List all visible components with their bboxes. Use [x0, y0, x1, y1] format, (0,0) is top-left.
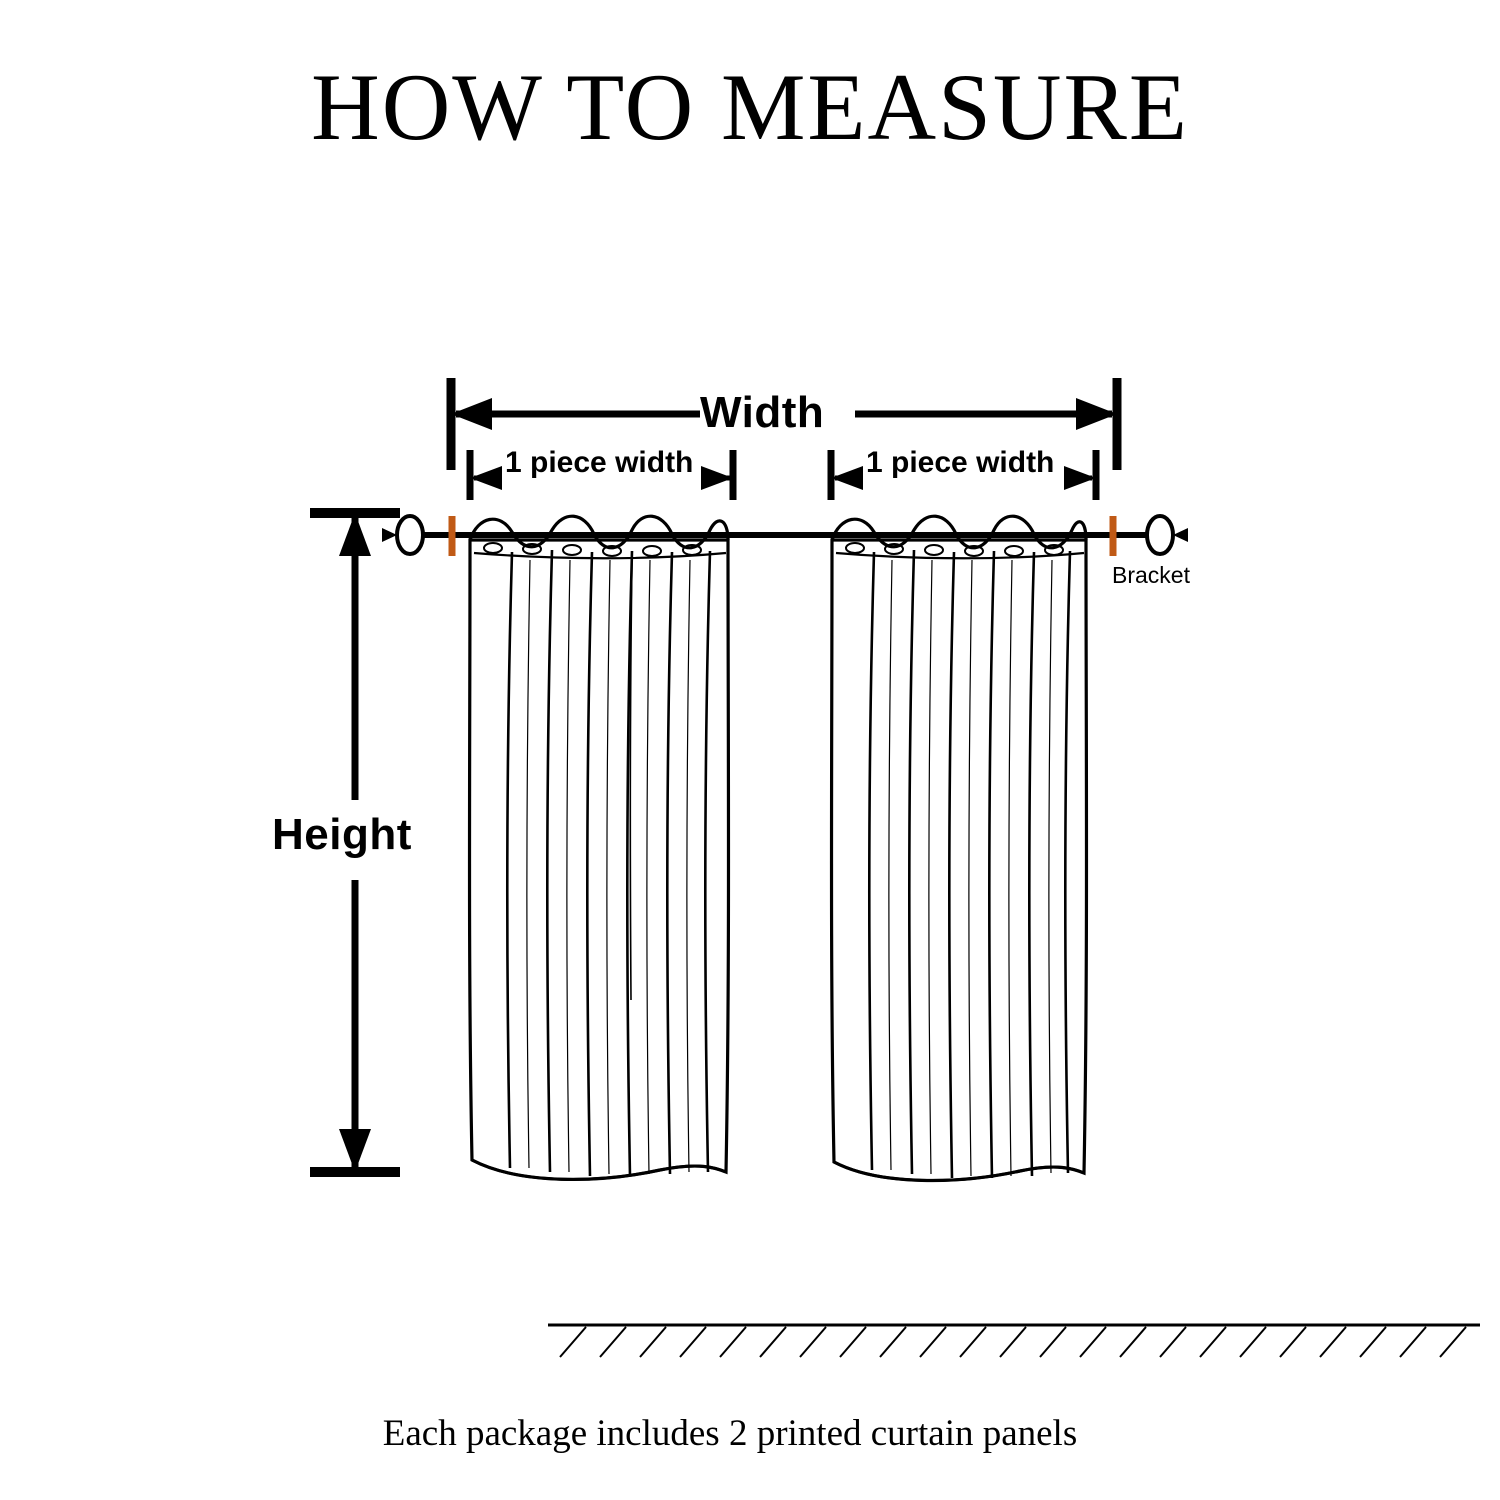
curtain-panel-right [832, 516, 1087, 1180]
bracket-label: Bracket [1112, 562, 1190, 588]
page-title: HOW TO MEASURE [311, 54, 1189, 160]
width-label: Width [700, 388, 825, 437]
curtain-panel-left [470, 516, 729, 1179]
height-label: Height [272, 810, 412, 859]
piece-width-right-label: 1 piece width [866, 446, 1055, 479]
piece-width-left-label: 1 piece width [505, 446, 694, 479]
floor-line-icon [548, 1325, 1480, 1357]
package-caption: Each package includes 2 printed curtain panels [382, 1413, 1078, 1454]
